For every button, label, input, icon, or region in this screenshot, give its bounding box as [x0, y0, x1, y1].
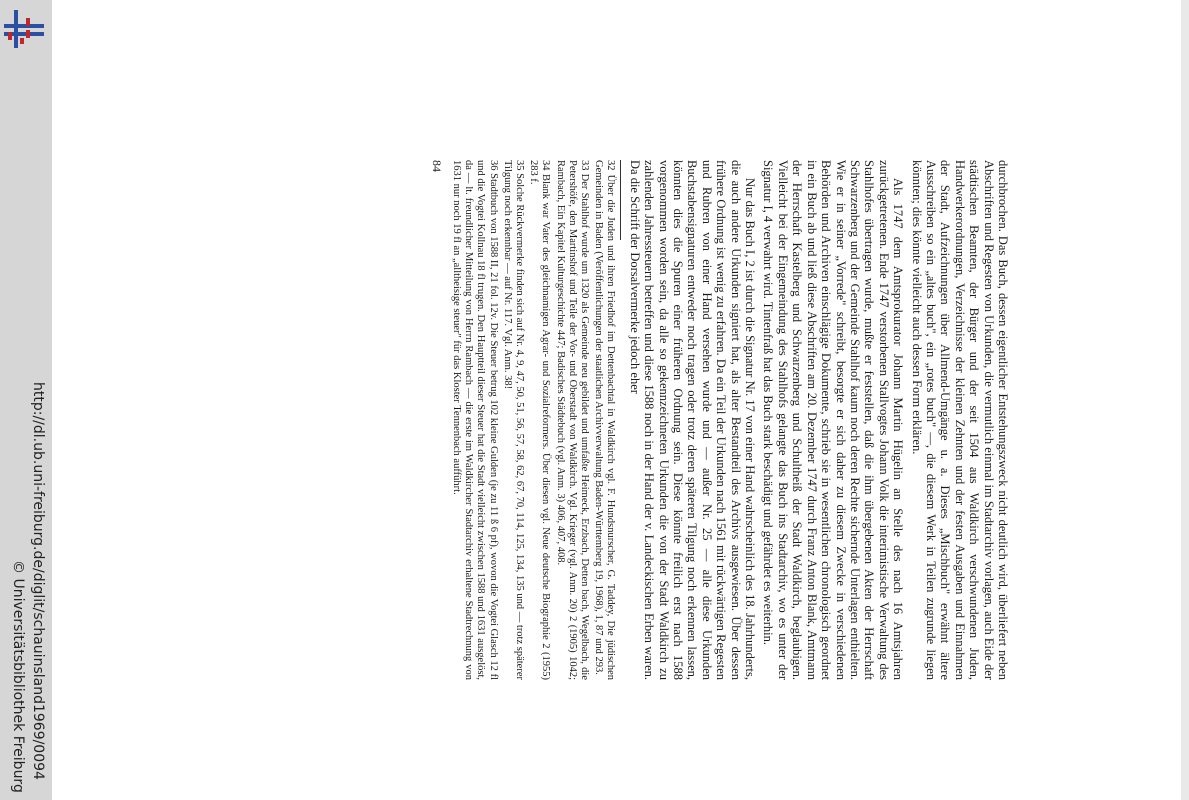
- scrollbar[interactable]: [1181, 0, 1189, 800]
- paragraph: Als 1747 dem Amtsprokurator Johann Martin Hügelin an Stelle des nach 16 Amtsjahren zurückgetretenen. Ende 1747 verstorbenen Stallvogtes Johann Volk die interimistische Verwaltung des Stahlhofes übertragen wurde, mußte er feststellen, daß die ihm übergebenen Akten der Herrschaft Schwarzenberg und der Gemeinde Stahlhof kaum noch deren Rechte sichernde Unterlagen enthielten. Wie er in seiner „Vorrede" schreibt, besorgte er sich daher zu diesem Zwecke in verschiedenen Behörden und Archiven einschlägige Dokumente, schrieb sie in wesentlichen chronologisch geordnet in ein Buch ab und ließ diese Abschriften am 20. Dezember 1747 durch Franz Anton Blank, Amtmann der Herrschaft Kastelberg und Schwarzenberg und Schultheiß der Stadt Waldkirch, beglaubigen. Vielleicht bei der Eingemeindung des Stahlhofs gelangte das Buch ins Stadtarchiv, wo es unter der Signatur I, 4 verwahrt wird. Tintenfraß hat das Buch stark beschädigt und gefährdet es weiterhin.: [761, 160, 906, 680]
- page-number: 84: [429, 160, 444, 172]
- viewer-sidebar: [0, 0, 52, 800]
- watermark-copyright: © Universitätsbibliothek Freiburg: [10, 560, 26, 793]
- footnote: 34 Blank war Vater des gleichnamigen Agrar- und Sozialreformers. Über diesen vgl. Neue deutsche Biographie 2 (1955) 283 f.: [528, 160, 552, 680]
- paragraph: durchbrochen. Das Buch, dessen eigentlicher Entstehungszweck nicht deutlich wird, überliefert neben Abschriften und Regesten von Urkunden, die vermutlich einmal im Stadtarchiv vorlagen, auch Eide der städtischen Beamten, der Bürger und der seit 1504 aus Waldkirch verschwundenen Juden, Handwerkerordnungen, Verzeichnisse der kleinen Zehnten und der festen Ausgaben und Einnahmen der Stadt, Aufzeichnungen über Allmend-Umgänge u. a. Dieses „Mischbuch" erwähnt ältere Ausschreiben so ein „altes buch", ein „rotes buch" —, die diesem Werk in Teilen zugrunde liegen könnten; dies könnte vielleicht auch dessen Form erklären.: [909, 160, 1010, 680]
- document-page: [250, 160, 1010, 680]
- footnote: 35 Solche Rückvermerke finden sich auf Nr. 4, 9, 47, 50, 51, 56, 57, 58, 62, 67, 70, 114, 125, 134, 135 und — trotz späterer Tilgung noch erkennbar — auf Nr. 117. Vgl. Anm. 38!: [501, 160, 526, 680]
- watermark-url[interactable]: http://dl.ub.uni-freiburg.de/diglit/schauinsland1969/0094: [30, 382, 46, 780]
- footnote: 33 Der Stahlhof wurde um 1320 als Gemeinde neu gebildet und umfaßte Heimeck, Erzbach, Detten bach, Wegelbach, die Petershöfe, den Martinshof und Teile der Vor- und Oberstadt von Waldkirch. Vgl. Krieger (vgl. Anm. 20) 2 (1905) 1042; Rambach, Ein Kapitel Kulturgeschichte 447; Badisches Städtebuch (vgl. Anm. 3) 406, 407, 408.: [554, 160, 591, 680]
- paragraph: Nur das Buch I, 2 ist durch die Signatur Nr. 17 von einer Hand wahrscheinlich des 18. Jahrhunderts, die auch andere Urkunden signiert hat, als alter Bestandteil des Archivs ausgewiesen. Über dessen frühere Ordnung ist wenig zu erfahren. Da ein Teil der Urkunden nach 1561 mit rückwärtigen Regesten und Rubren von einer Hand versehen wurde und — außer Nr. 25 — alle diese Urkunden Buchstabensignaturen entweder noch tragen oder trotz deren späteren Tilgung noch erkennen lassen, könnten dies die Spuren einer früheren Ordnung sein. Diese könnte freilich erst nach 1588 vorgenommen worden sein, da alle so gekennzeichneten Urkunden die von der Stadt Waldkirch zu zahlenden Jahressteuern betreffen und diese 1588 noch in der Hand der v. Landeckischen Erben waren. Da die Schrift der Dorsalvermerke jedoch eher: [627, 160, 758, 680]
- footnote: 36 Stadtbuch von 1588 II, 21 fol. 12v. Die Steuer betrug 102 kleine Gulden (je zu 11 ß 6 pf), wovon die Vogtei Glasch 12 fl und die Vogtei Kollnau 18 fl trugen. Den Hauptteil dieser Steuer hat die Stadt vielleicht zwischen 1588 und 1631 ausgelöst, da — lt. freundlicher Mitteilung von Herrn Rambach — die erste im Waldkircher Stadtarchiv erhaltene Stadtrechnung von 1631 nur noch 19 fl an „alltheisige steuer" für das Kloster Tennenbach aufführt.: [451, 160, 499, 680]
- footnote: 32 Über die Juden und ihren Friedhof im Dettenbachtal in Waldkirch vgl. F. Hundsnurscher, G. Taddey, Die jüdischen Gemeinden in Baden (Veröffentlichungen der staatlichen Archivverwaltung Baden-Württemberg 19, 1968), 1, 87 und 293.: [593, 160, 617, 680]
- footnote-divider: [620, 160, 621, 240]
- rotated-text-block: [250, 160, 1010, 680]
- university-library-logo-icon[interactable]: [4, 8, 46, 50]
- watermark: [2, 382, 50, 800]
